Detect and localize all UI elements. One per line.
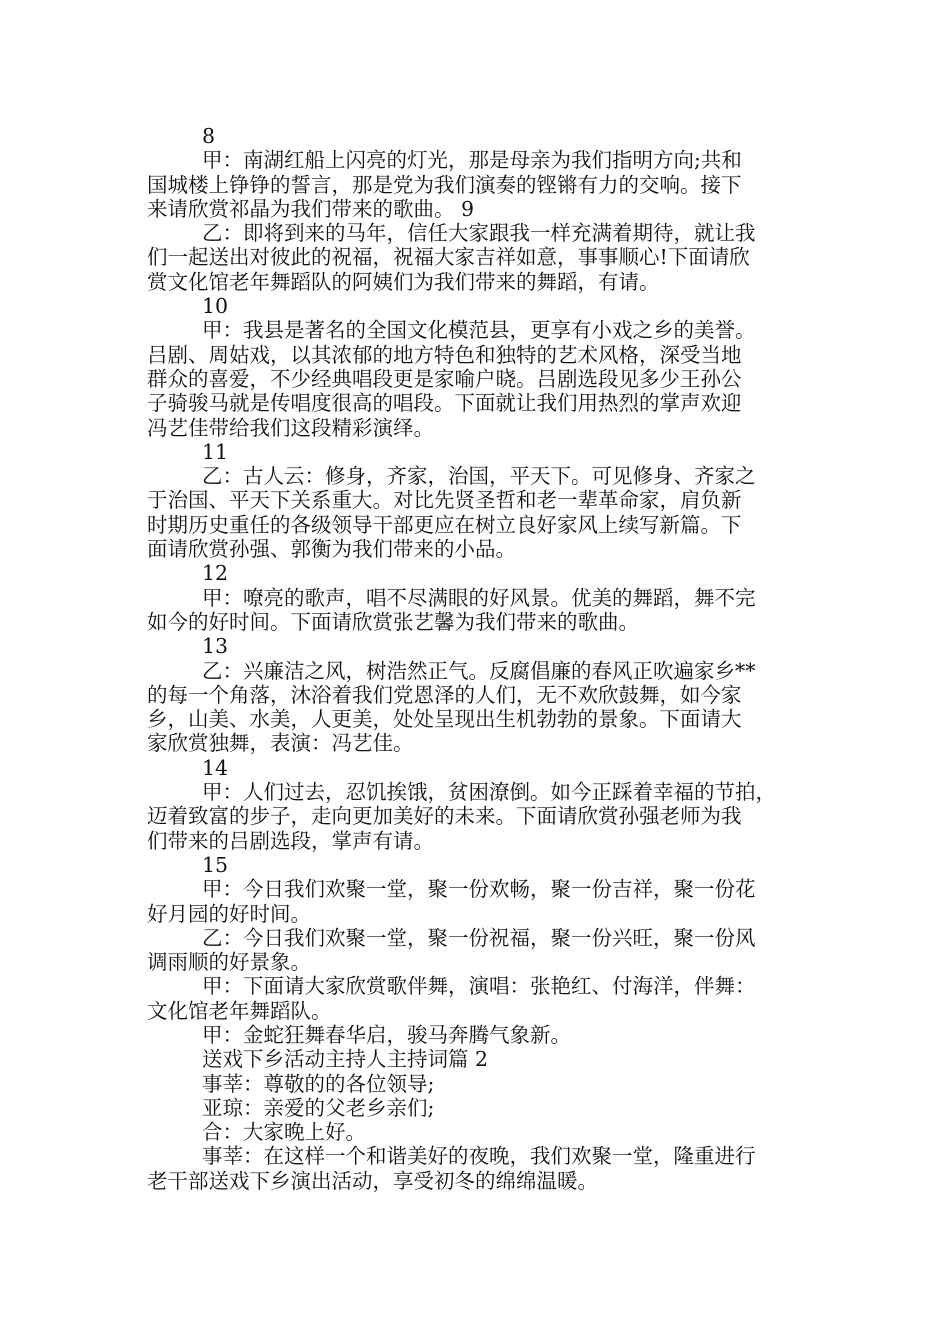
document-line: 于治国、平天下关系重大。对比先贤圣哲和老一辈革命家，肩负新 xyxy=(147,488,742,513)
document-line: 11 xyxy=(202,439,229,464)
document-line: 乡，山美、水美，人更美，处处呈现出生机勃勃的景象。下面请大 xyxy=(147,707,742,732)
document-line: 时期历史重任的各级领导干部更应在树立良好家风上续写新篇。下 xyxy=(147,512,742,537)
document-line: 子骑骏马就是传唱度很高的唱段。下面就让我们用热烈的掌声欢迎 xyxy=(147,391,742,416)
document-line: 甲：嘹亮的歌声，唱不尽满眼的好风景。优美的舞蹈，舞不完 xyxy=(202,585,756,610)
document-line: 甲：我县是著名的全国文化模范县，更享有小戏之乡的美誉。 xyxy=(202,318,756,343)
document-line: 家欣赏独舞，表演：冯艺佳。 xyxy=(147,731,414,756)
document-line: 调雨顺的好景象。 xyxy=(147,950,311,975)
document-line: 好月园的好时间。 xyxy=(147,901,311,926)
document-line: 10 xyxy=(202,294,229,319)
document-line: 面请欣赏孙强、郭衡为我们带来的小品。 xyxy=(147,537,516,562)
document-line: 亚琼：亲爱的父老乡亲们; xyxy=(202,1095,435,1120)
document-line: 来请欣赏祁晶为我们带来的歌曲。 9 xyxy=(147,196,475,221)
document-line: 国城楼上铮铮的誓言，那是党为我们演奏的铿锵有力的交响。接下 xyxy=(147,172,742,197)
document-line: 甲：人们过去，忍饥挨饿，贫困潦倒。如今正踩着幸福的节拍， xyxy=(202,780,776,805)
document-line: 甲：今日我们欢聚一堂，聚一份欢畅，聚一份吉祥，聚一份花 xyxy=(202,877,756,902)
document-line: 事莘：尊敬的的各位领导; xyxy=(202,1071,435,1096)
document-line: 15 xyxy=(202,852,229,877)
document-line: 事莘：在这样一个和谐美好的夜晚，我们欢聚一堂，隆重进行 xyxy=(202,1144,756,1169)
document-line: 合：大家晚上好。 xyxy=(202,1120,366,1145)
document-line: 老干部送戏下乡演出活动，享受初冬的绵绵温暖。 xyxy=(147,1168,598,1193)
document-line: 群众的喜爱，不少经典唱段更是家喻户晓。吕剧选段见多少王孙公 xyxy=(147,366,742,391)
document-line: 文化馆老年舞蹈队。 xyxy=(147,998,332,1023)
document-line: 的每一个角落，沐浴着我们党恩泽的人们，无不欢欣鼓舞，如今家 xyxy=(147,682,742,707)
document-line: 迈着致富的步子，走向更加美好的未来。下面请欣赏孙强老师为我 xyxy=(147,804,742,829)
document-line: 吕剧、周姑戏，以其浓郁的地方特色和独特的艺术风格，深受当地 xyxy=(147,342,742,367)
document-line: 12 xyxy=(202,561,229,586)
document-line: 冯艺佳带给我们这段精彩演绎。 xyxy=(147,415,434,440)
document-line: 甲：下面请大家欣赏歌伴舞，演唱：张艳红、付海洋，伴舞： xyxy=(202,974,756,999)
document-line: 13 xyxy=(202,634,229,659)
document-line: 们带来的吕剧选段，掌声有请。 xyxy=(147,828,434,853)
document-line: 14 xyxy=(202,755,229,780)
document-body xyxy=(147,124,812,1193)
document-line: 8 xyxy=(202,124,216,148)
document-line: 乙：兴廉洁之风，树浩然正气。反腐倡廉的春风正吹遍家乡** xyxy=(202,658,756,683)
document-line: 赏文化馆老年舞蹈队的阿姨们为我们带来的舞蹈，有请。 xyxy=(147,269,660,294)
document-line: 乙：即将到来的马年，信任大家跟我一样充满着期待，就让我 xyxy=(202,221,756,246)
document-line: 乙：今日我们欢聚一堂，聚一份祝福，聚一份兴旺，聚一份风 xyxy=(202,925,756,950)
document-line: 们一起送出对彼此的祝福，祝福大家吉祥如意，事事顺心!下面请欣 xyxy=(147,245,750,270)
document-line: 乙：古人云：修身，齐家，治国，平天下。可见修身、齐家之 xyxy=(202,464,756,489)
document-line: 甲：金蛇狂舞春华启，骏马奔腾气象新。 xyxy=(202,1022,571,1047)
document-line: 甲：南湖红船上闪亮的灯光，那是母亲为我们指明方向;共和 xyxy=(202,148,742,173)
document-line: 送戏下乡活动主持人主持词篇 2 xyxy=(202,1047,489,1072)
document-line: 如今的好时间。下面请欣赏张艺馨为我们带来的歌曲。 xyxy=(147,609,639,634)
